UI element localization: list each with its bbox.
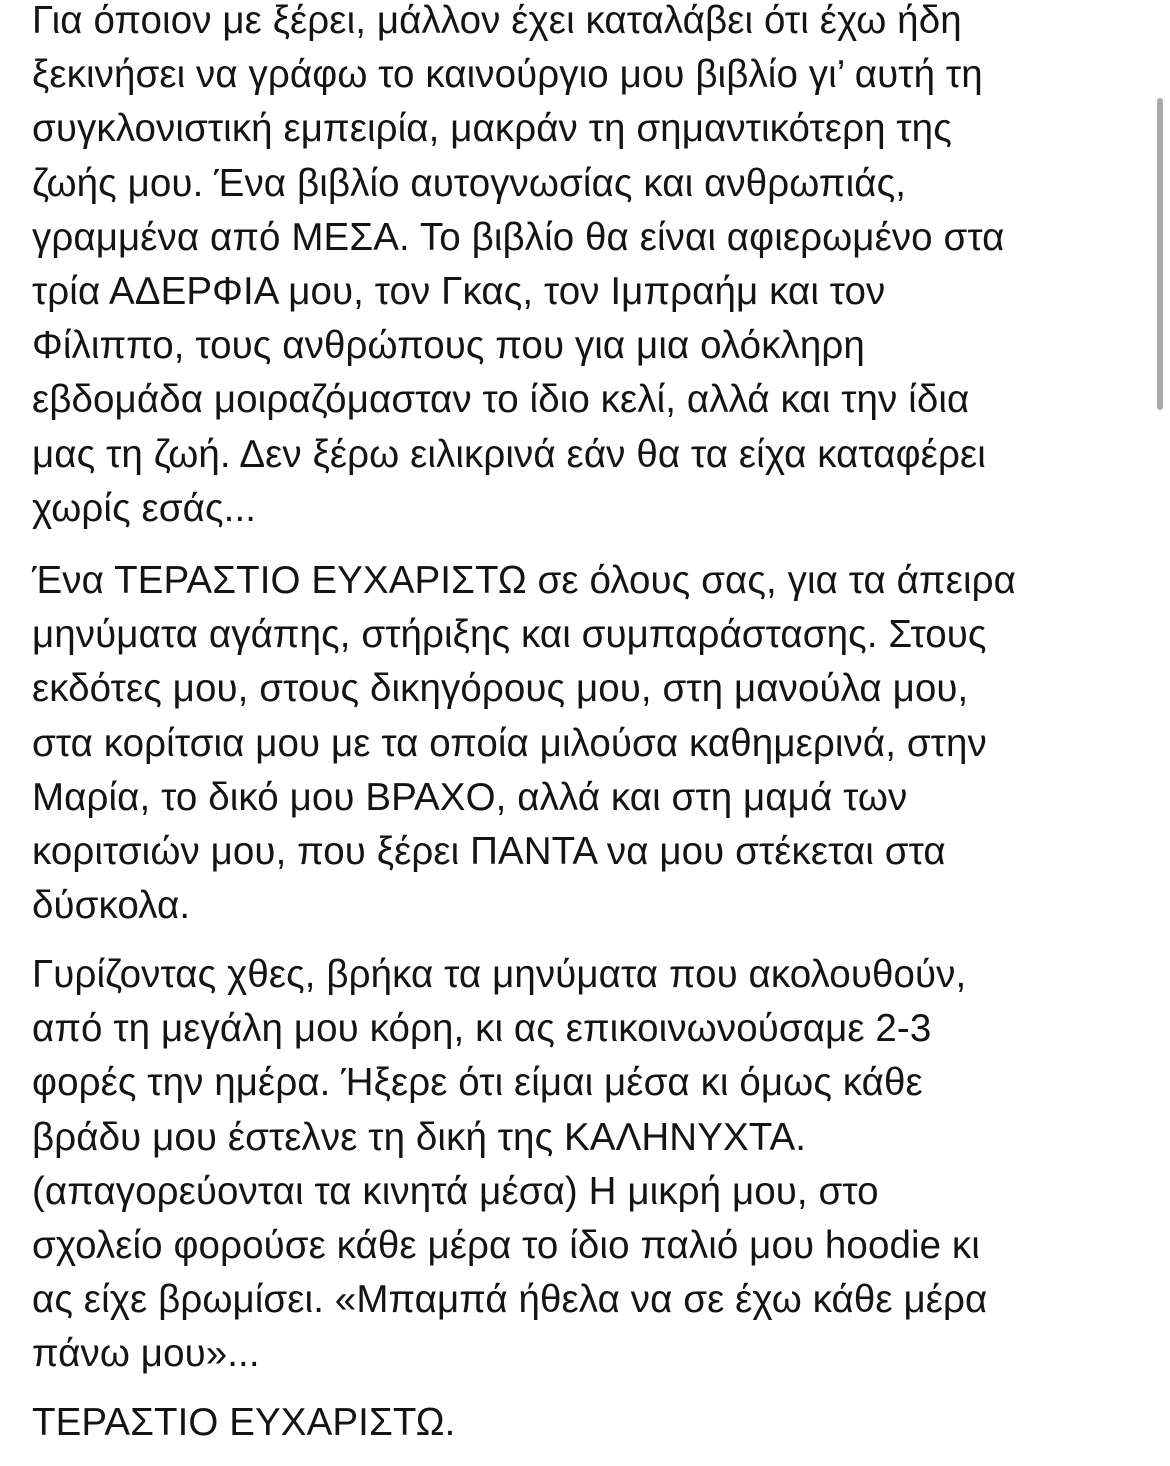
text-line: χωρίς εσάς... xyxy=(32,486,257,530)
text-line: γραμμένα από ΜΕΣΑ. Το βιβλίο θα είναι αφιερωμένο στα xyxy=(32,215,1005,259)
paragraph-1 xyxy=(32,0,1004,536)
text-line: μας τη ζωή. Δεν ξέρω ειλικρινά εάν θα τα είχα καταφέρει xyxy=(32,432,986,476)
text-line: πάνω μου»... xyxy=(32,1332,260,1376)
text-line: στα κορίτσια μου με τα οποία μιλούσα καθημερινά, στην xyxy=(32,721,987,765)
text-line: (απαγορεύονται τα κινητά μέσα) Η μικρή μου, στο xyxy=(32,1169,879,1213)
vertical-scrollbar[interactable] xyxy=(1157,98,1163,410)
text-line: εβδομάδα μοιραζόμασταν το ίδιο κελί, αλλά και την ίδια xyxy=(32,378,970,422)
text-line: ΤΕΡΑΣΤΙΟ ΕΥΧΑΡΙΣΤΩ. xyxy=(32,1401,456,1444)
paragraph-2 xyxy=(32,554,1016,933)
text-line: μηνύματα αγάπης, στήριξης και συμπαράστασης. Στους xyxy=(32,613,987,657)
text-line: φορές την ημέρα. Ήξερε ότι είμαι μέσα κι όμως κάθε xyxy=(32,1061,923,1105)
text-line: βράδυ μου έστελνε τη δική της ΚΑΛΗΝΥΧΤΑ. xyxy=(32,1115,807,1159)
text-line: Γυρίζοντας χθες, βρήκα τα μηνύματα που ακολουθούν, xyxy=(32,953,967,996)
text-line: ζωής μου. Ένα βιβλίο αυτογνωσίας και ανθρωπιάς, xyxy=(32,161,907,205)
text-line: Μαρία, το δικό μου ΒΡΑΧΟ, αλλά και στη μαμά των xyxy=(32,775,908,819)
text-line: συγκλονιστική εμπειρία, μακράν τη σημαντικότερη της xyxy=(32,107,952,151)
text-line: δύσκολα. xyxy=(32,884,191,928)
text-line: τρία ΑΔΕΡΦΙΑ μου, τον Γκας, τον Ιμπραήμ και τον xyxy=(32,269,886,313)
text-line: σχολείο φορούσε κάθε μέρα το ίδιο παλιό μου hoodie κι xyxy=(32,1223,980,1267)
text-line: κοριτσιών μου, που ξέρει ΠΑΝΤΑ να μου στέκεται στα xyxy=(32,829,946,873)
text-line: εκδότες μου, στους δικηγόρους μου, στη μανούλα μου, xyxy=(32,667,969,711)
text-line: Για όποιον με ξέρει, μάλλον έχει καταλάβει ότι έχω ήδη xyxy=(32,0,962,42)
text-line: από τη μεγάλη μου κόρη, κι ας επικοινωνούσαμε 2-3 xyxy=(32,1007,932,1051)
paragraph-3 xyxy=(32,948,987,1382)
text-line: Ένα ΤΕΡΑΣΤΙΟ ΕΥΧΑΡΙΣΤΩ σε όλους σας, για τα άπειρα xyxy=(32,559,1016,602)
paragraph-4 xyxy=(32,1396,455,1450)
text-line: ας είχε βρωμίσει. «Μπαμπά ήθελα να σε έχω κάθε μέρα xyxy=(32,1278,988,1322)
text-line: Φίλιππο, τους ανθρώπους που για μια ολόκληρη xyxy=(32,324,865,368)
text-line: ξεκινήσει να γράφω το καινούργιο μου βιβλίο γι’ αυτή τη xyxy=(32,53,983,97)
